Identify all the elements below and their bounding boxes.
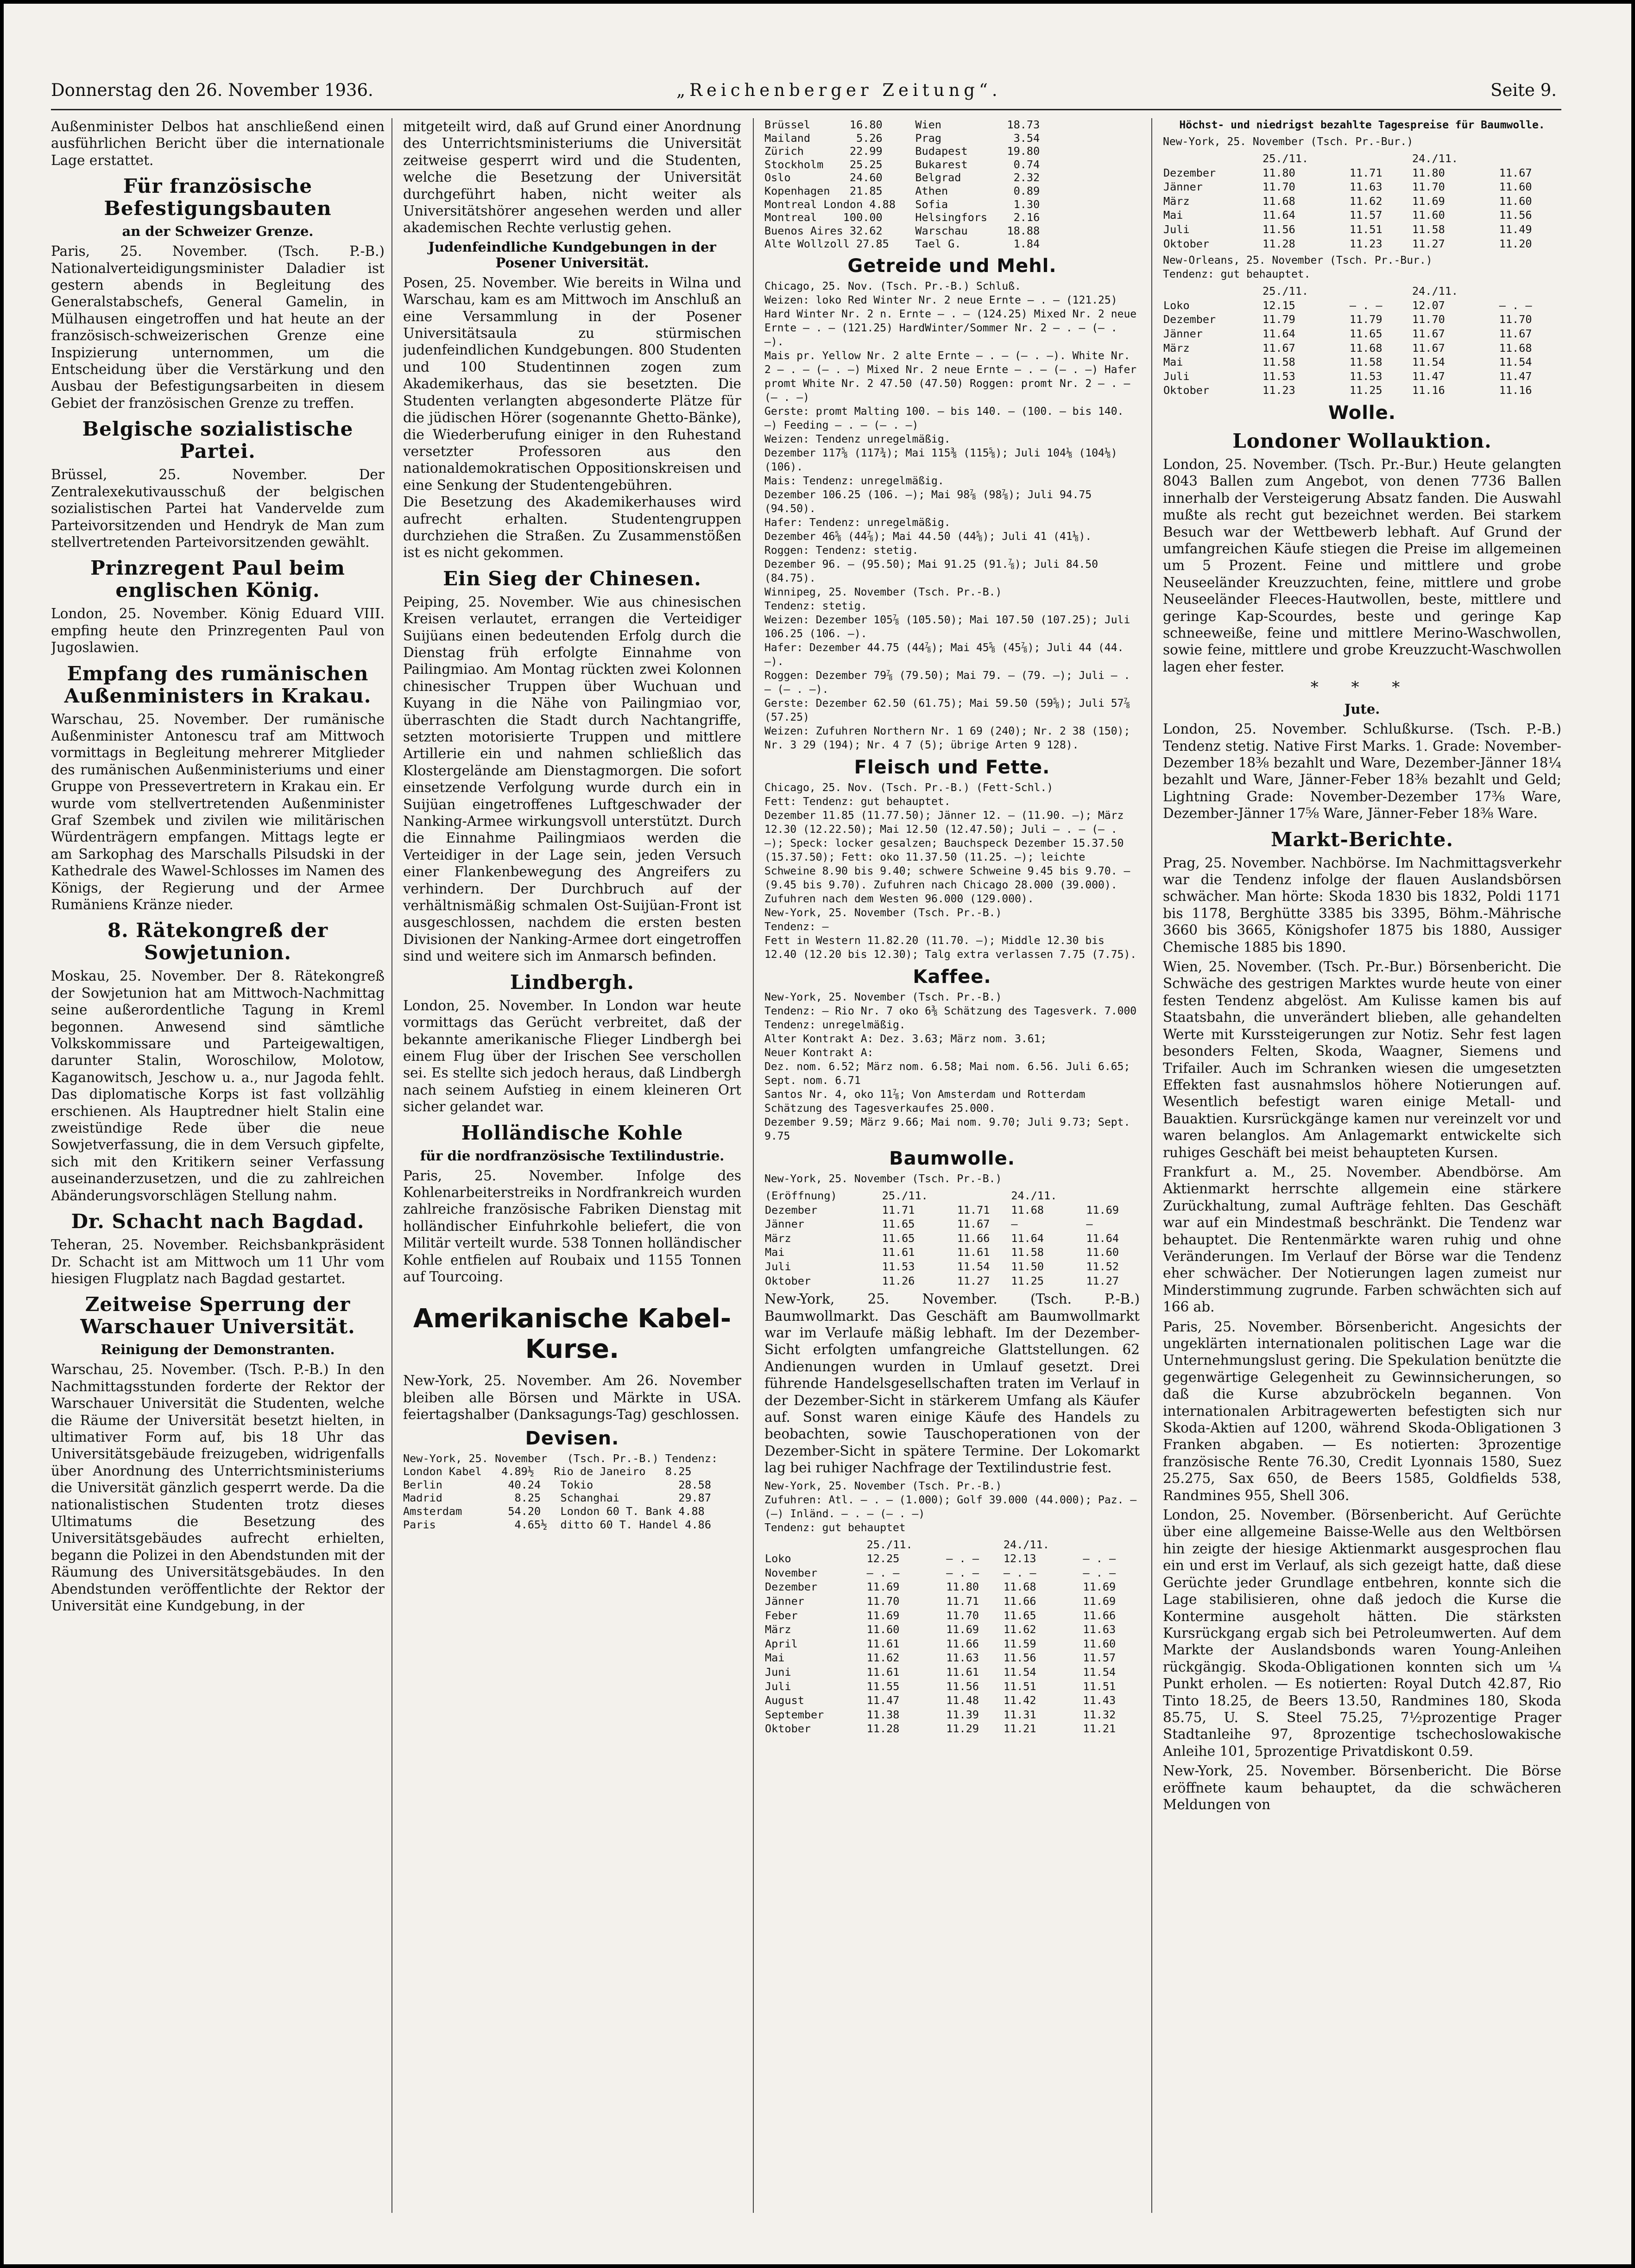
grain-report: Chicago, 25. Nov. (Tsch. Pr.-B.) Schluß. Weizen: loko Red Winter Nr. 2 neue Ernte — . — (121.25) Hard Winter Nr. 2 n. Ernte — . — (124.25) Mixed Nr. 2 neue Ernte — . — (121.25) HardWinter/Sommer Nr. 2 — . — (— . —). Mais pr. Yellow Nr. 2 alte Ernte — . — (— . —). White Nr. 2 — . — (— . —) Mixed Nr. 2 neue Ernte — . — (— . —) Hafer promt White Nr. 2 47.50 (47.50) Roggen: promt Nr. 2 — . — (— . —) Gerste: promt Malting 100. — bis 140. — (100. — bis 140. —) Feeding — . — (— . —) Weizen: Tendenz unregelmäßig. Dezember 117⅝ (117¾); Mai 115⅜ (115⅝); Juli 104⅛ (104⅛) (106). Mais: Tendenz: unregelmäßig. Dezember 106.25 (106. —); Mai 98⅞ (98⅞); Juli 94.75 (94.50). Hafer: Tendenz: unregelmäßig. Dezember 46⅝ (44⅞); Mai 44.50 (44⅝); Juli 41 (41⅛). Roggen: Tendenz: stetig. Dezember 96. — (95.50); Mai 91.25 (91.⅞); Juli 84.50 (84.75). Winnipeg, 25. November (Tsch. Pr.-B.) Tendenz: stetig. Weizen: Dezember 105⅞ (105.50); Mai 107.50 (107.25); Juli 106.25 (106. —). Hafer: Dezember 44.75 (44⅞); Mai 45⅝ (45⅞); Juli 44 (44. —). Roggen: Dezember 79⅞ (79.50); Mai 79. — (79. —); Juli — . — (— . —). Gerste: Dezember 62.50 (61.75); Mai 59.50 (59⅝); Juli 57⅞ (57.25) Weizen: Zufuhren Northern Nr. 1 69 (240); Nr. 2 38 (150); Nr. 3 29 (194); Nr. 4 7 (5); übrige Arten 9 128). [764, 280, 1137, 751]
table-cell: 11.68 [1263, 194, 1295, 208]
page-header [51, 76, 1561, 104]
table-cell: 11.55 [866, 1679, 900, 1693]
table-row [764, 1274, 1140, 1288]
article-headline: Holländische Kohle [461, 1121, 683, 1144]
table-cell: 11.69 [1412, 194, 1445, 208]
table-cell: 11.28 [1263, 237, 1295, 250]
table-header-cell [1163, 284, 1262, 298]
table-row [764, 1651, 1140, 1665]
scan-border-left [0, 0, 4, 2268]
cotton-table [1163, 284, 1561, 398]
table-cell: 11.65 [882, 1231, 915, 1245]
table-row [764, 1622, 1140, 1637]
article-body: Peiping, 25. November. Wie aus chinesischen Kreisen verlautet, errangen die Verteidiger Suijüans einen bedeutenden Erfolg durch die Dienstag früh erfolgte Einnahme von Pailingmiao. Am Montag rückten zwei Kolonnen chinesischer Truppen über Wuchuan und Kuyang in die Nähe von Pailingmiao vor, überraschten die Stadt durch Nachtangriffe, setzten motorisierte Truppen und mittlere Artillerie ein und nahmen schließlich das Klostergelände am Dienstagmorgen. Die sofort einsetzende Verfolgung wurde durch ein in Suijüan eingetroffenes Luftgeschwader der Nanking-Armee wirkungsvoll unterstützt. Durch die Einnahme Pailingmiaos werden die Verteidiger in der Lage sein, jeden Versuch einer Flankenbewegung des Angreifers zu verhindern. Der Durchbruch auf der verhältnismäßig schmalen Ost-Suijüan-Front ist ausgeschlossen, nachdem die ersten besten Divisionen der Nanking-Armee dort eingetroffen sind und weitere sich im Anmarsch befinden. [403, 594, 741, 964]
table-cell: 11.71 [882, 1203, 915, 1216]
table-cell: 11.70 [1499, 313, 1532, 326]
table-row [1163, 237, 1561, 251]
table-cell: 11.50 [1011, 1260, 1044, 1273]
table-cell: 11.60 [1499, 180, 1532, 194]
table-cell: 11.70 [1263, 180, 1295, 194]
table-cell: 11.21 [1003, 1722, 1036, 1736]
column-2 [403, 118, 741, 2217]
table-row [764, 1609, 1140, 1623]
table-header-cell: 25./11. [1263, 285, 1309, 298]
scan-border-bottom [0, 2264, 1635, 2268]
table-cell: 11.63 [1349, 180, 1382, 194]
devisen-headline: Devisen. [525, 1427, 619, 1449]
table-header-cell [957, 1189, 1011, 1203]
table-cell: Mai [765, 1651, 785, 1665]
article-body: mitgeteilt wird, daß auf Grund einer Anordnung des Unterrichtsministeriums die Universität zeitweise gesperrt wird und die Studenten, welche die Besetzung der Universität durchgeführt haben, nicht weiter als Universitätshörer angesehen werden und aller akademischen Rechte verlustig gehen. [403, 119, 741, 236]
table-cell: 11.71 [1349, 166, 1382, 179]
table-cell: April [765, 1637, 798, 1650]
header-page-number: Seite 9. [1490, 80, 1557, 100]
scan-border-top [0, 0, 1635, 4]
cotton-table [764, 1189, 1140, 1288]
table-cell: 11.32 [1083, 1708, 1116, 1721]
table-cell: 11.67 [1499, 327, 1532, 340]
table-cell: 11.80 [1412, 166, 1445, 179]
table-cell: 11.64 [1086, 1231, 1119, 1245]
header-rule [51, 109, 1561, 110]
table-cell: 11.47 [866, 1694, 900, 1707]
table-cell: November [765, 1566, 818, 1579]
table-cell: 12.07 [1412, 298, 1445, 312]
table-cell: 11.66 [946, 1637, 979, 1650]
table-cell: 11.71 [957, 1203, 990, 1216]
table-header-cell: 24./11. [1003, 1538, 1049, 1551]
article-headline: Dr. Schacht nach Bagdad. [71, 1210, 365, 1233]
newspaper-sheet [51, 76, 1561, 2222]
table-header-cell: 24./11. [1412, 152, 1458, 165]
article-body: London, 25. November. (Tsch. Pr.-Bur.) Heute gelangten 8043 Ballen zum Angebot, von denen 7736 Ballen innerhalb der Versteigerung Absatz fanden. Die Auswahl mußte als recht gut bezeichnet werden. Bei starkem Besuch war der Wettbewerb lebhaft. Auf Grund der umfangreichen Käufe stiegen die Preise im allgemeinen um 5 Prozent. Feine und mittlere und grobe Neuseeländer Kreuzzuchten, feine, mittlere und grobe Neuseeländer Fleeces-Hautwollen, beste, mittlere und geringe Kap-Scourdes, beste und geringe Kap schneeweiße, feine und mittlere Merino-Waschwollen, sowie feine, mittlere und grobe Kreuzzucht-Waschwollen lagen eher fester. [1163, 456, 1561, 675]
table-cell: 11.54 [1003, 1665, 1036, 1679]
table-cell: Loko [1163, 298, 1190, 312]
table-row [764, 1231, 1140, 1246]
table-cell: — . — [1499, 298, 1532, 312]
table-row [764, 1693, 1140, 1708]
cotton-subheadline: New-Orleans, 25. November (Tsch. Pr.-Bur.) Tendenz: gut behauptet. [1163, 254, 1433, 281]
table-cell: 11.61 [957, 1246, 990, 1259]
table-cell: — . — [946, 1566, 979, 1579]
table-cell: 11.16 [1412, 384, 1445, 397]
table-cell: 11.26 [882, 1274, 915, 1287]
table-cell: 11.25 [1349, 384, 1382, 397]
table-cell: 11.58 [1263, 355, 1295, 369]
article-body: Paris, 25. November. Börsenbericht. Angesichts der ungeklärten internationalen politischen Lage war die Unternehmungslust gering. Die Spekulation benützte die gegenwärtige Gelegenheit zu Gewinnsicherungen, so daß die Kurse abzubröckeln begannen. Von internationalen Arbitragewerten befestigten sich nur Skoda-Aktien auf 1200, während Skoda-Obligationen 3 Franken abgaben. — Es notierten: 3prozentige französische Rente 76.30, Credit Lyonnais 1580, Suez 25.275, Sax 650, de Beers 1585, Goldfields 538, Randmines 955, Shell 306. [1163, 1318, 1561, 1503]
table-row [1163, 327, 1561, 341]
table-cell: 11.58 [1412, 222, 1445, 236]
table-cell: 11.51 [1083, 1679, 1116, 1693]
article-body: Wien, 25. November. (Tsch. Pr.-Bur.) Börsenbericht. Die Schwäche des gestrigen Marktes wurde heute von einer festen Tendenz abgelöst. Am Kulisse kamen bis auf Staatsbahn, die unverändert blieben, alle gehandelten Werte mit Kurssteigerungen zur Notiz. Sehr fest lagen besonders Felten, Skoda, Waagner, Siemens und Trifailer. Auch im Schranken wiesen die umgesetzten Effekten fast ausnahmslos höhere Notierungen auf. Wesentlich befestigt waren einige Metall- und Bauaktien. Kursrückgänge kamen nur vereinzelt vor und waren belanglos. Am Anlagemarkt entwickelte sich ruhiges Geschäft bei meist behaupteten Kursen. [1163, 959, 1561, 1160]
table-row [1163, 298, 1561, 313]
table-row [764, 1665, 1140, 1679]
table-cell: 11.51 [1003, 1679, 1036, 1693]
table-cell: 11.60 [1499, 194, 1532, 208]
table-cell: Juli [765, 1679, 791, 1693]
table-cell: Mai [1163, 355, 1183, 369]
table-row [764, 1637, 1140, 1651]
table-cell: — [1086, 1217, 1093, 1231]
table-cell: 11.67 [957, 1217, 990, 1231]
cotton-table [1163, 152, 1561, 251]
table-header-row [764, 1189, 1140, 1203]
table-cell: 11.68 [1011, 1203, 1044, 1216]
article-body: New-York, 25. November. Börsenbericht. Die Börse eröffnete kaum behauptet, da die schwächeren Meldungen von [1163, 1763, 1561, 1812]
table-cell: 11.57 [1349, 209, 1382, 222]
article-body: London, 25. November. (Börsenbericht. Auf Gerüchte über eine allgemeine Baisse-Welle aus den Weltbörsen hin zeigte der hiesige Aktienmarkt ausgesprochen flau ein und erst im Verlauf, als sich gezeigt hatte, daß diese Gerüchte jeder Grundlage entbehren, konnte sich die Lage stabilisieren, ohne daß jedoch die Kurse die Kontermine ausgeholt hätten. Die stärksten Kursrückgang ergab sich bei Petroleumwerten. Auf dem Markte der Auslandsbonds waren Young-Anleihen rückgängig. Skoda-Obligationen konnten sich um ¼ Punkt erholen. — Es notierten: Royal Dutch 42.87, Rio Tinto 18.25, de Beers 13.50, Randmines 180, Skoda 85.75, U. S. Steel 75.25, 7½prozentige Prager Stadtanleihe 97, 8prozentige tschechoslowakische Anleihe 101, 5prozentige Privatdiskont 0.59. [1163, 1507, 1561, 1759]
table-row [1163, 208, 1561, 222]
column-rule [1151, 118, 1152, 2213]
table-cell: 11.61 [882, 1246, 915, 1259]
table-cell: März [765, 1231, 791, 1245]
table-cell: 11.79 [1263, 313, 1295, 326]
section-headline: Baumwolle. [889, 1147, 1015, 1169]
table-cell: 11.69 [946, 1623, 979, 1636]
table-row [1163, 383, 1561, 398]
table-cell: 11.58 [1349, 355, 1382, 369]
table-header-cell: (Eröffnung) [765, 1189, 837, 1202]
table-cell: 11.69 [866, 1609, 900, 1622]
table-cell: 11.60 [866, 1623, 900, 1636]
table-cell: — . — [1083, 1566, 1116, 1579]
article-subheadline: Reinigung der Demonstranten. [101, 1342, 335, 1358]
column-4 [1163, 118, 1561, 2217]
table-header-cell: 25./11. [866, 1538, 913, 1551]
table-row [764, 1245, 1140, 1260]
table-cell: Jänner [1163, 327, 1203, 340]
table-cell: 11.38 [866, 1708, 900, 1721]
table-row [1163, 341, 1561, 355]
article-subheadline: an der Schweizer Grenze. [122, 223, 314, 240]
table-cell: 11.62 [1003, 1623, 1036, 1636]
column-3 [764, 118, 1140, 2217]
table-cell: 11.79 [1349, 313, 1382, 326]
table-cell: 11.21 [1083, 1722, 1116, 1736]
table-cell: 11.20 [1499, 237, 1532, 250]
table-cell: 11.80 [946, 1580, 979, 1594]
article-headline: Empfang des rumänischen Außenministers in Krakau. [64, 662, 372, 707]
table-cell: 11.68 [1349, 341, 1382, 355]
table-header-cell [946, 1538, 1003, 1552]
meat-report: Chicago, 25. Nov. (Tsch. Pr.-B.) (Fett-Schl.) Fett: Tendenz: gut behauptet. Dezember 11.85 (11.77.50); Jänner 12. — (11.90. —); März 12.30 (12.22.50); Mai 12.50 (12.47.50); Juli — . — (— . —); Speck: locker gesalzen; Bauchspeck Dezember 15.37.50 (15.37.50); Fett: oko 11.37.50 (11.25. —); leichte Schweine 8.90 bis 9.40; schwere Schweine 9.45 bis 9.70. — (9.45 bis 9.70). Zufuhren nach Chicago 28.000 (39.000). Zufuhren nach dem Westen 96.000 (129.000). New-York, 25. November (Tsch. Pr.-B.) Tendenz: — Fett in Western 11.82.20 (11.70. —); Middle 12.30 bis 12.40 (12.20 bis 12.30); Talg extra verlassen 7.75 (7.75). [764, 781, 1137, 961]
column-rule [753, 118, 754, 2213]
table-row [1163, 180, 1561, 194]
table-cell: 11.29 [946, 1722, 979, 1736]
table-cell: 11.23 [1263, 384, 1295, 397]
table-cell: Juli [1163, 369, 1190, 383]
table-header-row [1163, 152, 1561, 166]
table-cell: 11.54 [1499, 355, 1532, 369]
article-body: Moskau, 25. November. Der 8. Rätekongreß der Sowjetunion hat am Mittwoch-Nachmittag seine außerordentliche Tagung in Kreml begonnen. Anwesend sind sämtliche Volkskommissare und Parteigewaltigen, darunter Stalin, Woroschilow, Molotow, Kaganowitsch, Jeschow u. a., nur Jagoda fehlt. Das diplomatische Korps ist fast vollzählig erschienen. Als Hauptredner hielt Stalin eine zweistündige Rede über die neue Sowjetverfassung, die in dem Versuch gipfelte, sich mit den Kritikern seiner Verfassung auseinanderzusetzen, und die zu zahlreichen Abänderungsvorschlägen Stellung nahm. [51, 968, 385, 1204]
table-cell: 11.49 [1499, 222, 1532, 236]
table-header-cell [1163, 152, 1262, 166]
section-divider-stars: * * * [1310, 678, 1414, 697]
table-cell: Juli [1163, 222, 1190, 236]
table-cell: 11.62 [866, 1651, 900, 1665]
table-cell: Jänner [765, 1217, 804, 1231]
section-headline: Fleisch und Fette. [854, 756, 1050, 778]
article-body: New-York, 25. November. Am 26. November bleiben alle Börsen und Märkte in USA. feiertagshalber (Danksagungs-Tag) geschlossen. [403, 1373, 741, 1423]
table-cell: — . — [866, 1566, 900, 1579]
table-cell: 11.59 [1003, 1637, 1036, 1650]
table-cell: 11.71 [946, 1594, 979, 1608]
table-cell: 11.56 [1003, 1651, 1036, 1665]
table-cell: 11.61 [946, 1665, 979, 1679]
table-cell: 11.70 [946, 1609, 979, 1622]
table-cell: 11.65 [1349, 327, 1382, 340]
table-row [1163, 355, 1561, 369]
table-row [764, 1722, 1140, 1736]
cotton-subheadline: New-York, 25. November (Tsch. Pr.-Bur.) [1163, 136, 1414, 148]
table-cell: März [1163, 341, 1190, 355]
cotton-high-low-headline: Höchst- und niedrigst bezahlte Tagespreise für Baumwolle. [1179, 119, 1545, 131]
table-cell: 11.69 [866, 1580, 900, 1594]
table-cell: 11.70 [1412, 313, 1445, 326]
table-cell: 12.25 [866, 1552, 900, 1565]
article-headline: Belgische sozialistische Partei. [82, 418, 354, 463]
table-cell: 11.67 [1263, 341, 1295, 355]
header-title: „Reichenberger Zeitung“. [676, 80, 1002, 100]
table-cell: 11.80 [1263, 166, 1295, 179]
table-cell: Dezember [1163, 166, 1216, 179]
table-cell: 11.68 [1499, 341, 1532, 355]
table-cell: 11.54 [1083, 1665, 1116, 1679]
coffee-report: New-York, 25. November (Tsch. Pr.-B.) Tendenz: — Rio Nr. 7 oko 6⅜ Schätzung des Tagesverk. 7.000 Tendenz: unregelmäßig. Alter Kontrakt A: Dez. 3.63; März nom. 3.61; Neuer Kontrakt A: Dez. nom. 6.52; März nom. 6.58; Mai nom. 6.56. Juli 6.65; Sept. nom. 6.71 Santos Nr. 4, oko 11⅞; Von Amsterdam und Rotterdam Schätzung des Tagesverkaufes 25.000. Dezember 9.59; März 9.66; Mai nom. 9.70; Juli 9.73; Sept. 9.75 [764, 991, 1137, 1142]
table-cell: 11.67 [1412, 341, 1445, 355]
table-header-cell: 24./11. [1412, 285, 1458, 298]
table-cell: 11.53 [1349, 369, 1382, 383]
table-cell: 11.16 [1499, 384, 1532, 397]
table-cell: 11.67 [1499, 166, 1532, 179]
table-cell: 11.62 [1349, 194, 1382, 208]
table-cell: 11.60 [1412, 209, 1445, 222]
section-headline: Getreide und Mehl. [847, 255, 1057, 277]
table-cell: Feber [765, 1609, 798, 1622]
table-cell: 11.58 [1011, 1246, 1044, 1259]
table-cell: 11.60 [1086, 1246, 1119, 1259]
table-cell: 11.53 [882, 1260, 915, 1273]
table-header-row [1163, 284, 1561, 298]
table-cell: 11.63 [1083, 1623, 1116, 1636]
table-cell: — . — [1083, 1552, 1116, 1565]
table-header-cell [1349, 284, 1412, 298]
cotton-table [764, 1538, 1140, 1736]
table-header-cell [1082, 1538, 1140, 1552]
table-cell: Loko [765, 1552, 791, 1565]
table-row [764, 1566, 1140, 1580]
table-cell: 11.64 [1263, 327, 1295, 340]
table-row [1163, 369, 1561, 384]
header-date: Donnerstag den 26. November 1936. [51, 80, 373, 100]
table-cell: 11.70 [1412, 180, 1445, 194]
table-cell: 11.27 [1412, 237, 1445, 250]
article-body: Prag, 25. November. Nachbörse. Im Nachmittagsverkehr war die Tendenz infolge der flauen Auslandsbörsen schwächer. Man hörte: Skoda 1830 bis 1832, Poldi 1171 bis 1178, Berghütte 3385 bis 3395, Böhm.-Mährische 3660 bis 3665, Königshofer 1875 bis 1880, Aussiger Chemische 1885 bis 1890. [1163, 855, 1561, 955]
article-headline: Zeitweise Sperrung der Warschauer Universität. [80, 1293, 355, 1338]
table-cell: — [1011, 1217, 1018, 1231]
table-header-cell [764, 1538, 866, 1552]
article-headline: Jute. [1344, 701, 1380, 717]
table-cell: 11.68 [1003, 1580, 1036, 1594]
table-header-row [764, 1538, 1140, 1552]
table-cell: 11.69 [1083, 1580, 1116, 1594]
cotton-market-report: New-York, 25. November. (Tsch. P.-B.) Baumwollmarkt. Das Geschäft am Baumwollmarkt war im Verlaufe mäßig lebhaft. Im der Dezember-Sicht erfolgten umfangreiche Glattstellungen. 62 Andienungen wurden in Umlauf gesetzt. Drei führende Handelsgesellschaften traten im Verlauf in der Dezember-Sicht in stärkerem Umfang als Käufer auf. Sonst waren einige Käufe des Handels zu beobachten, sowie Tauschoperationen von der Dezember-Sicht in spätere Termine. Der Lokomarkt lag bei ruhiger Nachfrage der Textilindustrie fest. [764, 1291, 1140, 1476]
table-cell: 12.15 [1263, 298, 1295, 312]
table-cell: 12.13 [1003, 1552, 1036, 1565]
article-body: Warschau, 25. November. Der rumänische Außenminister Antonescu traf am Mittwoch vormittags in Begleitung mehrerer Mitglieder des rumänischen Außenministeriums und einer Gruppe von Pressevertretern in Krakau ein. Er wurde vom stellvertretenden Außenminister Graf Szembek und zivilen wie militärischen Würdenträgern empfangen. Mittags legte er am Sarkophag des Marschalls Pilsudski in der Kathedrale des Wawel-Schlosses im Namen des Königs, der Regierung und der Armee Rumäniens Kränze nieder. [51, 711, 385, 912]
table-row [764, 1260, 1140, 1274]
table-cell: 11.54 [1412, 355, 1445, 369]
article-subheadline: für die nordfranzösische Textilindustrie. [420, 1147, 725, 1164]
table-cell: März [1163, 194, 1190, 208]
table-cell: 11.25 [1011, 1274, 1044, 1287]
article-body: Warschau, 25. November. (Tsch. P.-B.) In den Nachmittagsstunden forderte der Rektor der Warschauer Universität die Studenten, welche die Räume der Universität besetzt hielten, in ultimativer Form auf, bis 18 Uhr das Universitätsgebäude freizugeben, widrigenfalls über Anordnung des Unterrichtsministeriums die Universität gänzlich gesperrt werde. Da die nationalistischen Studenten trotz dieses Ultimatums die Besetzung des Universitätsgebäudes aufrecht erhielten, begann die Polizei in den Abendstunden mit der Räumung des Universitätsgebäudes. In den Abendstunden veröffentlichte der Rektor der Universität eine Kundgebung, in der [51, 1362, 385, 1614]
table-header-cell: 25./11. [882, 1189, 928, 1202]
article-body: Brüssel, 25. November. Der Zentralexekutivausschuß der belgischen sozialistischen Partei hat Vandervelde zum Parteivorsitzenden und Hendryk de Man zum stellvertretenden Parteivorsitzenden gewählt. [51, 467, 385, 550]
table-cell: 11.60 [1083, 1637, 1116, 1650]
kabel-headline: Amerikanische Kabel-Kurse. [413, 1304, 732, 1365]
table-cell: 11.52 [1086, 1260, 1119, 1273]
table-row [764, 1217, 1140, 1231]
table-cell: 11.61 [866, 1637, 900, 1650]
table-cell: Oktober [765, 1274, 811, 1287]
column-rule [391, 118, 392, 2213]
table-header-cell: 25./11. [1263, 152, 1309, 165]
table-cell: 11.64 [1263, 209, 1295, 222]
article-headline: Lindbergh. [510, 970, 635, 994]
table-cell: August [765, 1694, 804, 1707]
article-headline: Für französische Befestigungsbauten [104, 175, 332, 220]
table-cell: Oktober [1163, 384, 1210, 397]
table-cell: März [765, 1623, 791, 1636]
article-body: Frankfurt a. M., 25. November. Abendbörse. Am Aktienmarkt herrschte allgemein eine stärkere Zurückhaltung, zumal Aufträge fehlten. Das Geschäft war auf ein Mindestmaß beschränkt. Die Tendenz war behauptet. Die Rentenmärkte waren ruhig und ohne Veränderungen. Im Verlauf der Börse war die Tendenz eher schwächer. Der Notierungen lagen zumeist nur Minderstimmung zugrunde. Farben schwächten sich auf 166 ab. [1163, 1164, 1561, 1315]
table-cell: 11.23 [1349, 237, 1382, 250]
article-headline: Judenfeindliche Kundgebungen in der Posener Universität. [428, 239, 716, 271]
article-body: Posen, 25. November. Wie bereits in Wilna und Warschau, kam es am Mittwoch im Anschluß an eine Versammlung in der Posener Universitätsaula zu stürmischen judenfeindlichen Kundgebungen. 800 Studenten und 100 Studentinnen zogen zum Akademikerhaus, das sie besetzten. Die Studenten verlangten abgesonderte Plätze für die jüdischen Hörer (sogenannte Ghetto-Bänke), die Wiederberufung einiger in den Ruhestand versetzter Professoren aus den nationaldemokratischen Oppositionskreisen und eine Senkung der Studentengebühren. Die Besetzung des Akademikerhauses wird aufrecht erhalten. Studentengruppen durchziehen die Straßen. Zu Zusammenstößen ist es nicht gekommen. [403, 274, 741, 561]
article-body: Teheran, 25. November. Reichsbankpräsident Dr. Schacht ist am Mittwoch um 11 Uhr vom hiesigen Flugplatz nach Bagdad gestartet. [51, 1237, 385, 1286]
table-row [1163, 166, 1561, 180]
table-cell: 11.66 [1003, 1594, 1036, 1608]
column-1 [51, 118, 385, 2217]
article-body: London, 25. November. In London war heute vormittags das Gerücht verbreitet, daß der bekannte amerikanische Flieger Lindbergh bei einem Flug über der Irischen See verschollen sei. Es stellte sich jedoch heraus, daß Lindbergh nach seinem Aufstieg in einem kleineren Ort sicher gelandet war. [403, 997, 741, 1115]
section-headline: Wolle. [1328, 402, 1396, 424]
fx-rates-table: Brüssel 16.80 Wien 18.73 Mailand 5.26 Prag 3.54 Zürich 22.99 Budapest 19.80 Stockholm 25.25 Bukarest 0.74 Oslo 24.60 Belgrad 2.32 Kopenhagen 21.85 Athen 0.89 Montreal London 4.88 Sofia 1.30 Montreal 100.00 Helsingfors 2.16 Buenos Aires 32.62 Warschau 18.88 Alte Wollzoll 27.85 Tael G. 1.84 [764, 118, 1040, 251]
table-cell: 11.65 [882, 1217, 915, 1231]
table-cell: 11.27 [957, 1274, 990, 1287]
table-cell: 11.64 [1011, 1231, 1044, 1245]
table-cell: Juni [765, 1665, 791, 1679]
table-cell: 11.51 [1349, 222, 1382, 236]
table-cell: Dezember [1163, 313, 1216, 326]
article-body: Paris, 25. November. Infolge des Kohlenarbeiterstreiks in Nordfrankreich wurden zahlreiche französische Fabriken Dienstag mit holländischer Einfuhrkohle beliefert, die von Militär verteilt wurde. 538 Tonnen holländischer Kohle entfielen auf Roubaix und 1155 Tonnen auf Tourcoing. [403, 1167, 741, 1285]
cotton-supply-report: New-York, 25. November (Tsch. Pr.-B.) Zufuhren: Atl. — . — (1.000); Golf 39.000 (44.000); Paz. — (—) Inländ. — . — (— . —) Tendenz: gut behauptet [764, 1480, 1137, 1534]
table-cell: 11.39 [946, 1708, 979, 1721]
table-row [764, 1679, 1140, 1694]
table-header-cell [1499, 284, 1561, 298]
table-cell: 11.66 [957, 1231, 990, 1245]
article-body: London, 25. November. König Eduard VIII. empfing heute den Prinzregenten Paul von Jugoslawien. [51, 606, 385, 656]
table-cell: Dezember [765, 1580, 818, 1594]
table-cell: September [765, 1708, 824, 1721]
table-cell: — . — [1349, 298, 1382, 312]
table-cell: Oktober [1163, 237, 1210, 250]
table-cell: 11.27 [1086, 1274, 1119, 1287]
intro-paragraph: Außenminister Delbos hat anschließend einen ausführlichen Bericht über die internationale Lage erstattet. [51, 119, 385, 168]
table-cell: 11.47 [1499, 369, 1532, 383]
table-header-cell: 24./11. [1011, 1189, 1057, 1202]
table-cell: 11.70 [866, 1594, 900, 1608]
table-row [764, 1203, 1140, 1217]
table-cell: — . — [1003, 1566, 1036, 1579]
table-row [764, 1594, 1140, 1609]
article-body: London, 25. November. Schlußkurse. (Tsch. P.-B.) Tendenz stetig. Native First Marks. 1. Grade: November-Dezember 18⅜ bezahlt und Ware, Dezember-Jänner 18¼ bezahlt und Ware, Jänner-Feber 18⅜ bezahlt und Geld; Lightning Grade: November-Dezember 17⅜ Ware, Dezember-Jänner 17⅝ Ware, Jänner-Feber 18⅜ Ware. [1163, 721, 1561, 822]
table-row [1163, 222, 1561, 237]
table-header-cell [1086, 1189, 1140, 1203]
table-cell: 11.65 [1003, 1609, 1036, 1622]
table-cell: 11.63 [946, 1651, 979, 1665]
table-header-cell [1349, 152, 1412, 166]
section-headline: Kaffee. [913, 966, 991, 988]
table-row [1163, 194, 1561, 209]
table-cell: 11.61 [866, 1665, 900, 1679]
table-cell: Jänner [1163, 180, 1203, 194]
table-cell: 11.56 [946, 1679, 979, 1693]
table-cell: 11.48 [946, 1694, 979, 1707]
table-cell: 11.53 [1263, 369, 1295, 383]
table-cell: 11.67 [1412, 327, 1445, 340]
table-cell: 11.47 [1412, 369, 1445, 383]
devisen-table: New-York, 25. November (Tsch. Pr.-B.) Tendenz: London Kabel 4.89½ Rio de Janeiro 8.25 Berlin 40.24 Tokio 28.58 Madrid 8.25 Schanghai 29.87 Amsterdam 54.20 London 60 T. Bank 4.88 Paris 4.65½ ditto 60 T. Handel 4.86 [403, 1451, 718, 1531]
table-row [1163, 312, 1561, 327]
table-cell: Mai [1163, 209, 1183, 222]
table-cell: 11.28 [866, 1722, 900, 1736]
table-cell: 11.43 [1083, 1694, 1116, 1707]
table-row [764, 1708, 1140, 1722]
table-cell: Oktober [765, 1722, 811, 1736]
table-cell: 11.56 [1263, 222, 1295, 236]
table-row [764, 1580, 1140, 1594]
scan-border-right [1631, 0, 1635, 2268]
table-cell: Dezember [765, 1203, 818, 1216]
table-cell: 11.66 [1083, 1609, 1116, 1622]
table-cell: 11.69 [1086, 1203, 1119, 1216]
table-header-cell [1499, 152, 1561, 166]
table-cell: 11.56 [1499, 209, 1532, 222]
article-headline: 8. Rätekongreß der Sowjetunion. [107, 919, 328, 964]
cotton-subheadline: New-York, 25. November (Tsch. Pr.-B.) [764, 1172, 1002, 1185]
article-headline: Prinzregent Paul beim englischen König. [90, 557, 345, 602]
table-cell: 11.57 [1083, 1651, 1116, 1665]
article-headline: Ein Sieg der Chinesen. [443, 567, 701, 590]
table-cell: Mai [765, 1246, 785, 1259]
article-body: Paris, 25. November. (Tsch. P.-B.) Nationalverteidigungsminister Daladier ist gestern abends in Begleitung des Generalstabschefs, General Gamelin, in Mülhausen eingetroffen und hat heute an der französisch-schweizerischen Grenze eine Inspizierung unternommen, um die Entscheidung über die Verstärkung und den Ausbau der Befestigungsarbeiten in diesem Gebiet der französischen Grenze zu treffen. [51, 243, 385, 411]
table-cell: Juli [765, 1260, 791, 1273]
table-cell: — . — [946, 1552, 979, 1565]
table-cell: 11.69 [1083, 1594, 1116, 1608]
table-cell: 11.54 [957, 1260, 990, 1273]
table-row [764, 1552, 1140, 1566]
table-cell: 11.31 [1003, 1708, 1036, 1721]
table-cell: 11.42 [1003, 1694, 1036, 1707]
article-headline: Londoner Wollauktion. [1232, 429, 1492, 452]
article-headline: Markt-Berichte. [1271, 828, 1453, 851]
table-cell: Jänner [765, 1594, 804, 1608]
